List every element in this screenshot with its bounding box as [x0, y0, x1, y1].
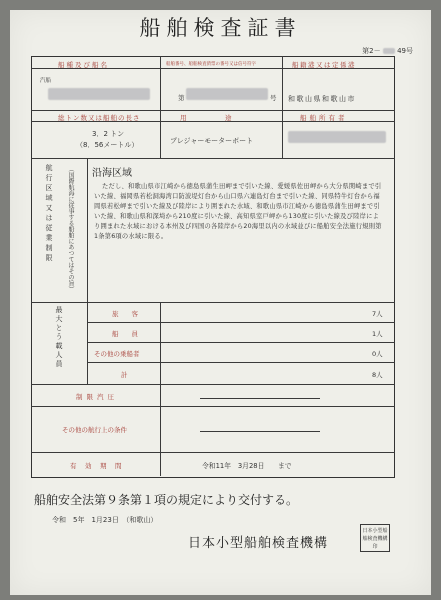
persons-row-value: 1人: [372, 330, 383, 338]
rule: [87, 158, 88, 384]
validity-value: 令和11年 3月28日 まで: [202, 462, 292, 470]
rule: [31, 302, 395, 303]
rule: [87, 342, 395, 343]
pressure-blank-line: [200, 398, 320, 399]
certificate-number: [362, 46, 413, 56]
redacted-ship-name: [48, 88, 150, 100]
rule: [31, 406, 395, 407]
redacted-ship-number: [186, 88, 268, 100]
rule: [31, 452, 395, 453]
navigation-area: 沿海区域: [92, 168, 132, 179]
ship-type: 汽船: [40, 78, 52, 84]
rule: [87, 322, 395, 323]
issue-date: 令和 5年 1月23日 （和歌山）: [52, 516, 158, 524]
registry-label: 船籍港又は定係港: [292, 61, 356, 69]
rule: [160, 384, 161, 452]
issue-statement: 船舶安全法第９条第１項の規定により交付する。: [34, 493, 299, 507]
other-conditions-label: その他の航行上の条件: [62, 426, 127, 434]
use-label: 用 途: [180, 114, 233, 122]
rule: [31, 110, 395, 111]
length-value: （8．56メートル）: [76, 141, 139, 149]
rule: [160, 452, 161, 476]
persons-row-value: 7人: [372, 310, 383, 318]
signal-label: 船舶番号、船舶検査済票の番号又は信号符字: [166, 62, 256, 67]
navigation-description: ただし、和歌山県市江崎から徳島県蒲生田岬まで引いた線、愛媛県佐田岬から大分県関崎まで引いた線、福岡県若松洞海湾口防波堤灯台から山口県六連島灯台まで引いた線、同県特牛灯台から福岡県若松岬まで引いた線及び陸岸により囲まれた水域、和歌山県市江崎から徳島県蒲生田岬まで引いた線、和歌山県和深埼から210度に引いた線、高知県室戸岬から130度に引いた線及び陸岸により囲まれた水域における本州及び四国の各陸岸から20海里以内の水域並びに船舶安全法施行規則第1条第6項の水域に限る。: [94, 183, 382, 240]
persons-row-label: 旅 客: [112, 310, 138, 318]
persons-row-label: その他の乗船者: [94, 350, 140, 358]
owner-label: 船舶所有者: [300, 114, 348, 122]
persons-row-value: 8人: [372, 371, 383, 379]
rule: [160, 56, 161, 110]
persons-row-label: 計: [121, 371, 128, 379]
redacted-owner: [288, 131, 386, 143]
rule: [160, 302, 161, 384]
page-title: 船舶検査証書: [139, 16, 302, 40]
rule: [31, 384, 395, 385]
use-value: プレジャーモーターボート: [170, 137, 254, 145]
official-seal: [360, 524, 390, 552]
persons-row-value: 0人: [372, 350, 383, 358]
persons-label: 最大とう載人員: [55, 306, 63, 369]
redacted-number: [383, 48, 395, 54]
certificate-number-prefix: 第2－: [362, 47, 381, 55]
rule: [160, 110, 161, 158]
tonnage-value: 3．2 トン: [92, 130, 125, 138]
rule: [282, 56, 283, 158]
ship-name-label: 船種及び船名: [58, 61, 109, 69]
rule: [31, 158, 395, 159]
persons-row-label: 船 員: [112, 330, 138, 338]
rule: [87, 362, 395, 363]
issuing-organization: 日本小型船舶検査機構: [188, 536, 329, 551]
conditions-blank-line: [200, 431, 320, 432]
ship-number-prefix: 第: [178, 94, 185, 102]
navigation-label: 航行区域又は従業制限: [45, 164, 53, 264]
ship-number-suffix: 号: [270, 94, 277, 102]
seal-text: 日本小型船舶検査機構印: [362, 528, 388, 550]
registry-value: 和歌山県和歌山市: [288, 95, 356, 103]
tonnage-label: 総トン数又は船舶の長さ: [58, 114, 141, 122]
certificate-number-suffix: 49号: [397, 47, 413, 55]
pressure-label: 制限汽圧: [76, 393, 118, 401]
validity-label: 有 効 期 間: [70, 462, 123, 470]
navigation-sub-label: （国際航海に従事する船舶にあつてはその旨）: [67, 166, 74, 292]
